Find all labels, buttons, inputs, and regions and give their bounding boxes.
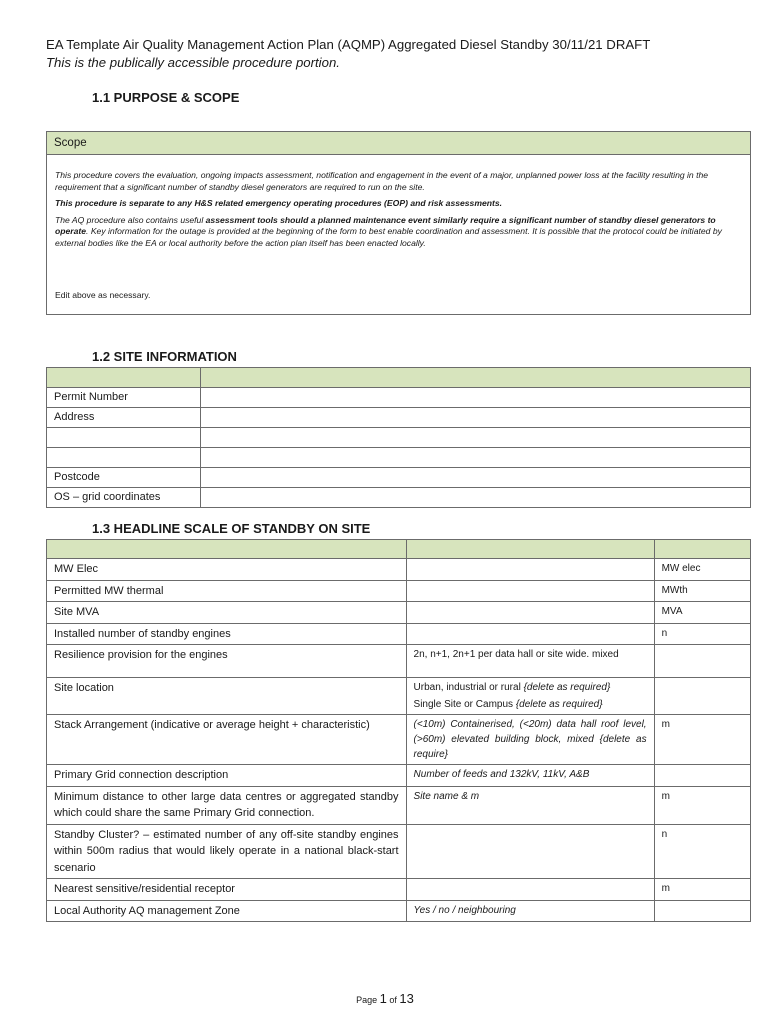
edit-note: Edit above as necessary. bbox=[55, 290, 151, 300]
table-cell bbox=[406, 559, 654, 581]
document-subtitle: This is the publically accessible procedure portion. bbox=[46, 55, 340, 70]
table-cell bbox=[654, 540, 750, 559]
table-row bbox=[47, 879, 751, 901]
table-cell bbox=[47, 540, 407, 559]
table-row bbox=[47, 602, 751, 624]
table-row bbox=[47, 645, 751, 678]
scope-text bbox=[47, 155, 750, 250]
table-cell: Standby Cluster? – estimated number of any off-site standby engines within 500m radius that would likely operate in a national black-start scenario bbox=[47, 824, 407, 879]
table-cell: Number of feeds and 132kV, 11kV, A&B bbox=[406, 765, 654, 787]
table-cell: Site location bbox=[47, 678, 407, 715]
table-row bbox=[47, 388, 751, 408]
table-cell: Site MVA bbox=[47, 602, 407, 624]
table-cell[interactable] bbox=[201, 428, 751, 448]
table-cell bbox=[406, 879, 654, 901]
table-cell: MWth bbox=[654, 580, 750, 602]
table-cell: Installed number of standby engines bbox=[47, 623, 407, 645]
table-cell: Minimum distance to other large data centres or aggregated standby which could share the same Primary Grid connection. bbox=[47, 786, 407, 824]
site-information-table bbox=[46, 367, 751, 508]
scope-box bbox=[46, 131, 751, 315]
scope-paragraph-bold: This procedure is separate to any H&S related emergency operating procedures (EOP) and risk assessments. bbox=[55, 198, 503, 209]
table-cell: OS – grid coordinates bbox=[47, 488, 201, 508]
table-cell[interactable] bbox=[201, 408, 751, 428]
table-row bbox=[47, 678, 751, 715]
table-cell bbox=[406, 623, 654, 645]
page-word: Page bbox=[356, 995, 378, 1005]
table-cell: Postcode bbox=[47, 468, 201, 488]
table-cell: Site name & m bbox=[406, 786, 654, 824]
table-cell bbox=[654, 645, 750, 678]
table-row bbox=[47, 448, 751, 468]
table-cell: (<10m) Containerised, (<20m) data hall roof level, (>60m) elevated building block, mixed {delete as require} bbox=[406, 715, 654, 765]
table-header-row bbox=[47, 540, 751, 559]
table-cell: Yes / no / neighbouring bbox=[406, 900, 654, 922]
table-cell bbox=[406, 540, 654, 559]
table-row bbox=[47, 428, 751, 448]
table-cell: Permit Number bbox=[47, 388, 201, 408]
table-row bbox=[47, 408, 751, 428]
table-cell[interactable] bbox=[201, 488, 751, 508]
table-header-row bbox=[47, 368, 751, 388]
table-cell bbox=[654, 678, 750, 715]
table-cell: m bbox=[654, 715, 750, 765]
table-cell: MW Elec bbox=[47, 559, 407, 581]
table-row bbox=[47, 765, 751, 787]
table-row bbox=[47, 824, 751, 879]
table-cell: m bbox=[654, 879, 750, 901]
table-cell: Resilience provision for the engines bbox=[47, 645, 407, 678]
scope-paragraph: This procedure covers the evaluation, ongoing impacts assessment, notification and engagement in the event of a major, unplanned power loss at the facility resulting in the requirement that a significant number of standby diesel generators are required to run on the site. bbox=[55, 170, 709, 192]
table-cell: Nearest sensitive/residential receptor bbox=[47, 879, 407, 901]
table-cell: n bbox=[654, 623, 750, 645]
table-cell[interactable] bbox=[201, 388, 751, 408]
table-row bbox=[47, 623, 751, 645]
table-cell: Urban, industrial or rural {delete as required} Single Site or Campus {delete as required} bbox=[406, 678, 654, 715]
table-row bbox=[47, 715, 751, 765]
scope-paragraph: The AQ procedure also contains useful assessment tools should a planned maintenance event similarly require a significant number of standby diesel generators to operate. Key information for the outage is provided at the beginning of the form to best enable coordination and assessment. It is possible that the protocol could be initiated by external bodies like the EA or local authority before the action plan itself has been enacted locally. bbox=[55, 214, 722, 248]
table-cell bbox=[654, 765, 750, 787]
section-heading-purpose-scope: 1.1 PURPOSE & SCOPE bbox=[92, 90, 240, 105]
table-cell: MVA bbox=[654, 602, 750, 624]
table-row bbox=[47, 559, 751, 581]
table-cell bbox=[201, 368, 751, 388]
table-row bbox=[47, 900, 751, 922]
table-row bbox=[47, 468, 751, 488]
table-cell: Permitted MW thermal bbox=[47, 580, 407, 602]
table-cell bbox=[47, 428, 201, 448]
document-title: EA Template Air Quality Management Action Plan (AQMP) Aggregated Diesel Standby 30/11/21 DRAFT bbox=[46, 37, 651, 52]
table-cell: m bbox=[654, 786, 750, 824]
page-total: 13 bbox=[399, 991, 414, 1006]
table-cell bbox=[654, 900, 750, 922]
table-row bbox=[47, 488, 751, 508]
page-footer bbox=[0, 991, 770, 1006]
table-row bbox=[47, 786, 751, 824]
table-cell bbox=[406, 824, 654, 879]
table-cell: Address bbox=[47, 408, 201, 428]
of-word: of bbox=[389, 995, 397, 1005]
table-row bbox=[47, 580, 751, 602]
table-cell: Local Authority AQ management Zone bbox=[47, 900, 407, 922]
section-heading-headline-scale: 1.3 HEADLINE SCALE OF STANDBY ON SITE bbox=[92, 521, 371, 536]
table-cell bbox=[47, 448, 201, 468]
table-cell: MW elec bbox=[654, 559, 750, 581]
table-cell: n bbox=[654, 824, 750, 879]
table-cell[interactable] bbox=[201, 468, 751, 488]
table-cell: 2n, n+1, 2n+1 per data hall or site wide. mixed bbox=[406, 645, 654, 678]
table-cell bbox=[406, 580, 654, 602]
table-cell bbox=[406, 602, 654, 624]
section-heading-site-information: 1.2 SITE INFORMATION bbox=[92, 349, 237, 364]
table-cell: Primary Grid connection description bbox=[47, 765, 407, 787]
scope-box-title: Scope bbox=[47, 132, 750, 155]
headline-scale-table bbox=[46, 539, 751, 922]
table-cell: Stack Arrangement (indicative or average height + characteristic) bbox=[47, 715, 407, 765]
page-number: 1 bbox=[379, 991, 387, 1006]
table-cell[interactable] bbox=[201, 448, 751, 468]
table-cell bbox=[47, 368, 201, 388]
